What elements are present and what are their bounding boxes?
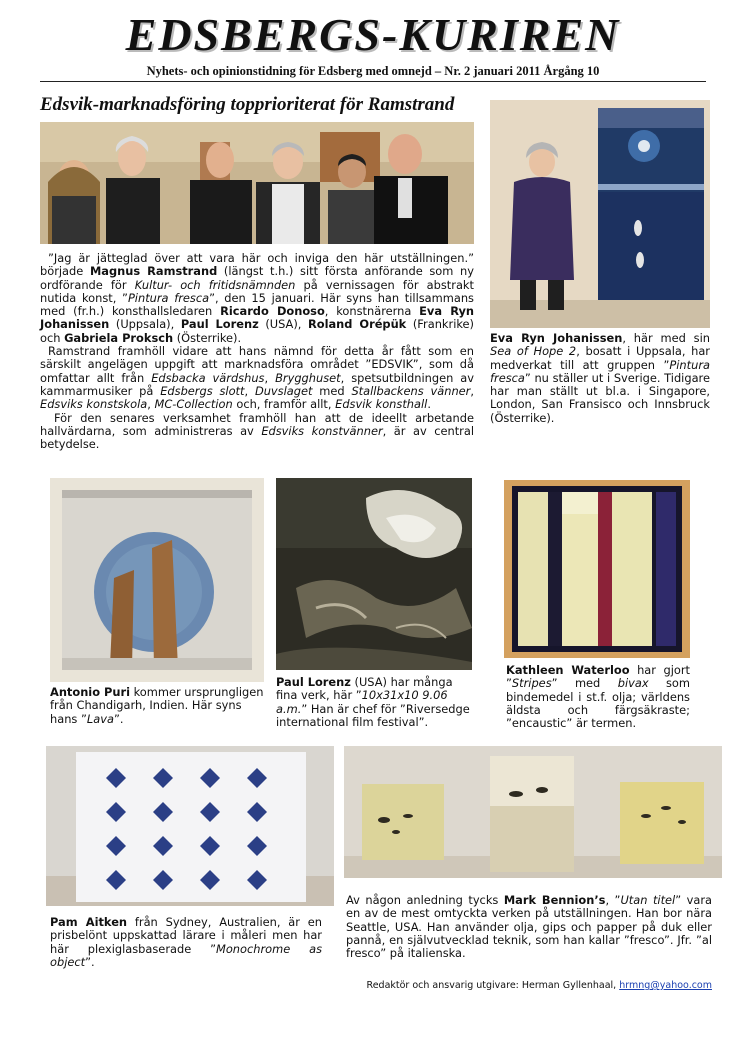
person-name: Pam Aitken <box>50 915 128 929</box>
pam-caption: Pam Aitken från Sydney, Australien, är en prisbelönt uppskattad lärare i måleri men har här plexiglasbaserade ”Monochrome as object”. <box>50 915 323 969</box>
person-name: Gabriela Proksch <box>64 330 174 345</box>
article-body <box>40 252 474 451</box>
eva-photo <box>490 100 710 328</box>
kathleen-caption: Kathleen Waterloo har gjort ”Stripes” med bivax som bindemedel i st.f. olja; världens äldsta och färgsäkraste; ”encaustic” är termen. <box>506 663 691 731</box>
editor-footer: Redaktör och ansvarig utgivare: Herman Gyllenhaal, hrmng@yahoo.com <box>366 980 712 991</box>
person-name: Antonio Puri <box>50 685 130 699</box>
mark-photo <box>344 746 722 878</box>
antonio-photo <box>50 478 264 682</box>
person-name: Paul Lorenz <box>180 317 259 332</box>
editor-email-link[interactable]: hrmng@yahoo.com <box>619 980 712 991</box>
person-name: Ricardo Donoso <box>220 304 325 319</box>
antonio-caption: Antonio Puri kommer ursprungligen från Chandigarh, Indien. Här syns hans ”Lava”. <box>50 685 264 726</box>
paul-caption: Paul Lorenz (USA) har många fina verk, här ”10x31x10 9.06 a.m.” Han är chef för ”Riversedge international film festival”. <box>276 675 470 729</box>
article-paragraph: ”Jag är jätteglad över att vara här och inviga den här utställningen.” började Magnus Ramstrand (längst t.h.) sitt första anförande som ny ordförande för Kultur- och fritidsnämnden på vernissagen för abstrakt nutida konst, ”Pintura fresca”, den 15 januari. Här syns han tillsammans med (fr.h.) konsthallsledaren Ricardo Donoso, konstnärerna Eva Ryn Johanissen (Uppsala), Paul Lorenz (USA), Roland Orépük (Frankrike) och Gabriela Proksch (Österrike). <box>40 251 475 345</box>
article-headline: Edsvik-marknadsföring topprioriterat för Ramstrand <box>40 94 455 115</box>
person-name: Eva Ryn Johanissen <box>40 304 475 332</box>
article-paragraph: För den senares verksamhet framhöll han att de ideellt arbetande hallvärdarna, som administreras av Edsviks konstvänner, är av central betydelse. <box>40 410 474 452</box>
eva-caption: Eva Ryn Johanissen, här med sin Sea of Hope 2, bosatt i Uppsala, har medverkat till att gruppen ”Pintura fresca” nu ställer ut i Sverige. Tidigare har man ställt ut bl.a. i Singapore, London, San Fransisco och Innsbruck (Österrike). <box>490 331 710 425</box>
masthead-divider <box>40 81 706 82</box>
person-name: Eva Ryn Johanissen <box>490 331 623 345</box>
paul-photo <box>276 478 472 670</box>
person-name: Roland Orépük <box>308 317 407 332</box>
article-paragraph: Ramstrand framhöll vidare att hans nämnd för detta år fått som en särskilt angelägen uppgift att marknadsföra området ”EDSVIK”, som då omfattar allt från Edsbacka värdshus, Brygghuset, spetsutbildningen av kammarmusiker på Edsbergs slott, Duvslaget med Stallbackens vänner, Edsviks konstskola, MC-Collection och, framför allt, Edsvik konsthall. <box>40 344 474 412</box>
pam-photo <box>46 746 334 906</box>
group-photo <box>40 122 474 244</box>
person-name: Paul Lorenz <box>276 675 351 689</box>
masthead-subtitle: Nyhets- och opinionstidning för Edsberg med omnejd – Nr. 2 januari 2011 Årgång 10 <box>146 64 600 78</box>
mark-caption: Av någon anledning tycks Mark Bennion’s, ”Utan titel” vara en av de mest omtyckta verken på utställningen. Han bor nära Seattle, USA. Han använder olja, gips och papper på duk eller pannå, en självutvecklad teknik, som han kallar ”fresco”. Jfr. ”al fresco” på italienska. <box>346 893 712 961</box>
masthead-title: EDSBERGS-KURIREN <box>125 9 621 60</box>
person-name: Mark Bennion’s <box>503 893 606 907</box>
person-name: Kathleen Waterloo <box>506 663 630 677</box>
kathleen-photo <box>504 480 690 658</box>
person-name: Magnus Ramstrand <box>89 264 218 279</box>
